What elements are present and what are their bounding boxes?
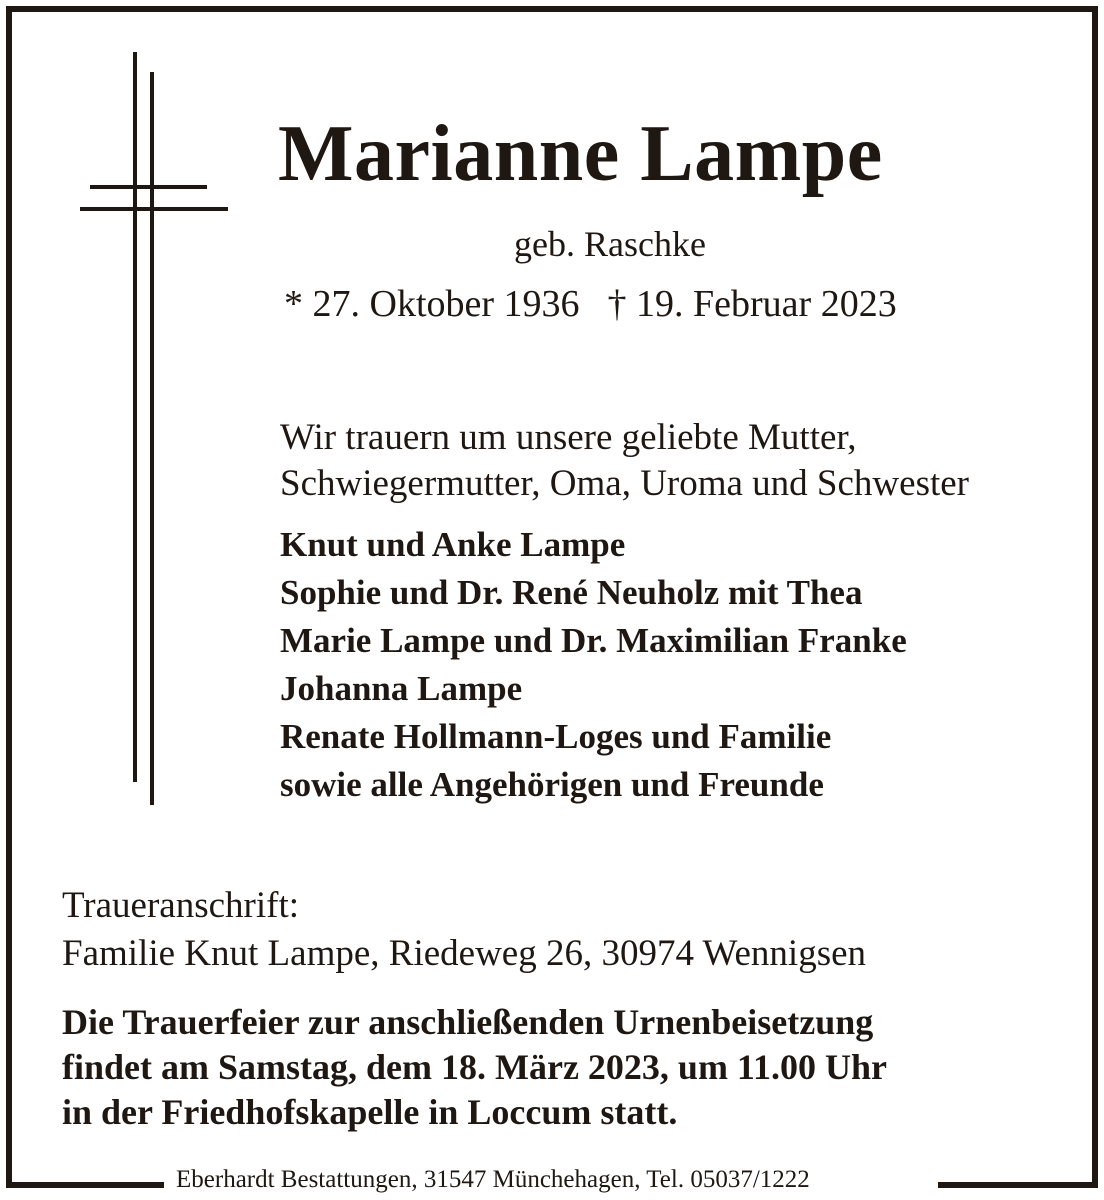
mourning-line: Wir trauern um unsere geliebte Mutter,: [280, 417, 857, 458]
family-member: Johanna Lampe: [280, 669, 523, 708]
ceremony-info: [62, 1000, 887, 1135]
family-list: [280, 521, 907, 809]
mourning-text: [280, 415, 969, 507]
cross-vertical-bar-right: [150, 72, 154, 805]
family-member: Renate Hollmann-Loges und Familie: [280, 717, 832, 756]
cross-horizontal-bar-top: [90, 185, 207, 189]
border-bottom-right: [938, 1182, 1098, 1188]
deceased-name: Marianne Lampe: [278, 110, 883, 198]
ceremony-line: in der Friedhofskapelle in Loccum statt.: [62, 1092, 678, 1132]
funeral-home-footer: Eberhardt Bestattungen, 31547 Münchehagen, Tel. 05037/1222: [176, 1166, 810, 1193]
mourning-line: Schwiegermutter, Oma, Uroma und Schwester: [280, 463, 969, 504]
mourning-address: [62, 882, 866, 978]
address-label: Traueranschrift:: [62, 885, 300, 926]
family-member: Sophie und Dr. René Neuholz mit Thea: [280, 573, 863, 612]
birth-date: * 27. Oktober 1936: [284, 283, 580, 325]
birth-name: geb. Raschke: [514, 224, 706, 264]
family-member: sowie alle Angehörigen und Freunde: [280, 765, 824, 804]
address-value: Familie Knut Lampe, Riedeweg 26, 30974 Wennigsen: [62, 933, 867, 974]
border-bottom-left: [6, 1182, 164, 1188]
death-date: † 19. Februar 2023: [607, 283, 897, 325]
family-member: Marie Lampe und Dr. Maximilian Franke: [280, 621, 907, 660]
ceremony-line: findet am Samstag, dem 18. März 2023, um 11.00 Uhr: [62, 1047, 887, 1087]
ceremony-line: Die Trauerfeier zur anschließenden Urnenbeisetzung: [62, 1002, 874, 1042]
life-dates: [284, 285, 897, 323]
cross-vertical-bar-left: [133, 52, 137, 782]
cross-horizontal-bar-bottom: [80, 207, 228, 211]
family-member: Knut und Anke Lampe: [280, 525, 626, 564]
